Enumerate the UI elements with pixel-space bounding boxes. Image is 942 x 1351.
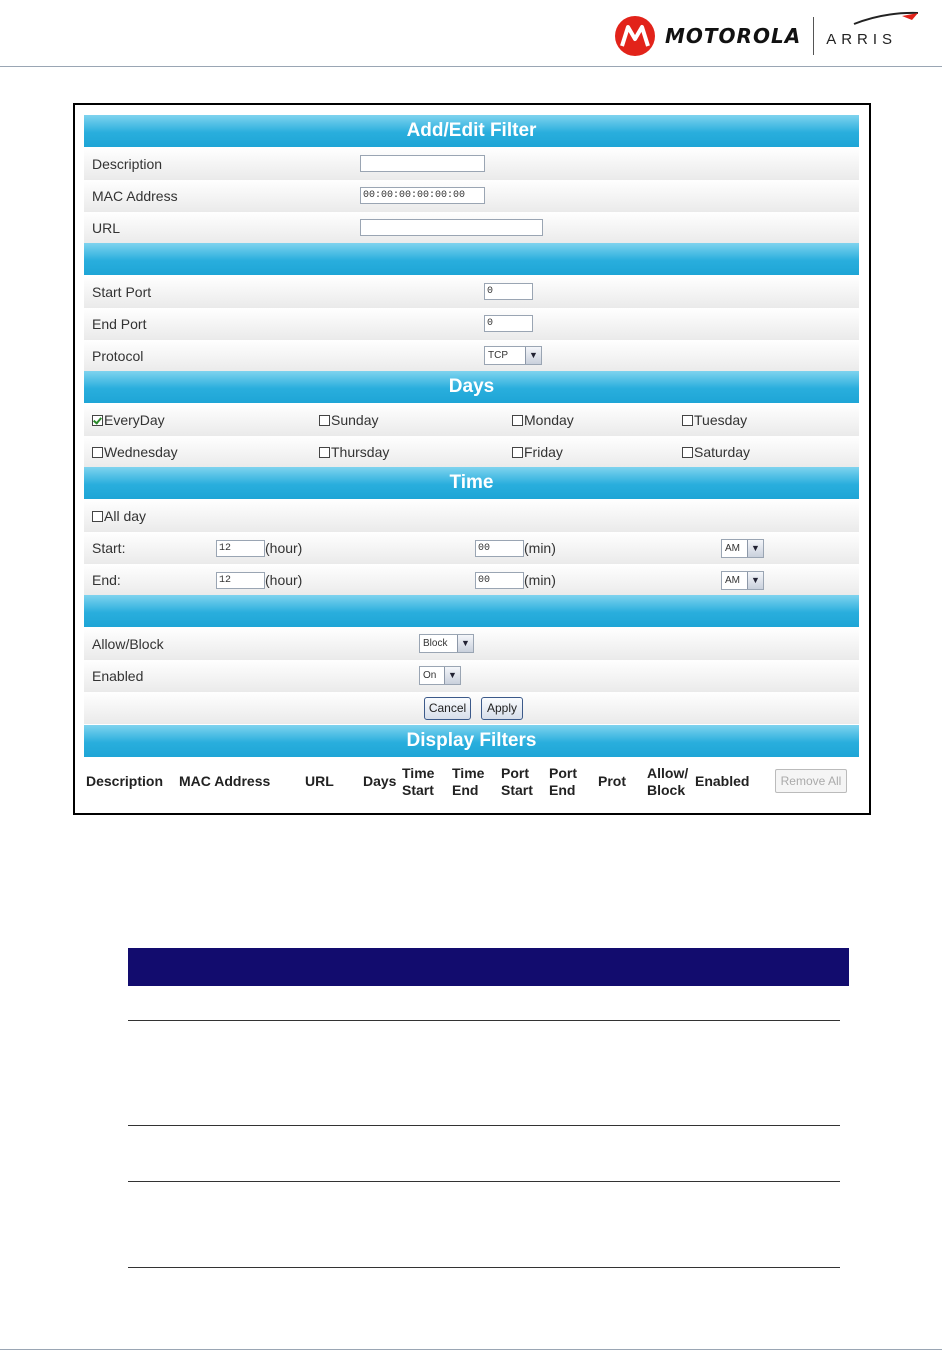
tuesday-label: Tuesday [694,412,748,428]
col-description: Description [86,773,164,789]
header-divider [0,66,942,67]
checkbox-checked-icon [92,415,103,426]
start-ampm-select[interactable] [721,539,764,558]
col-port-start [501,765,533,799]
col-time-end-line2: End [452,782,479,798]
saturday-checkbox[interactable] [682,444,750,460]
url-row [84,212,859,244]
cancel-button[interactable]: Cancel [424,697,471,720]
monday-label: Monday [524,412,574,428]
end-min-input[interactable]: 00 [475,572,524,589]
all-day-checkbox[interactable] [92,508,146,524]
table-row-divider [128,1020,840,1021]
saturday-label: Saturday [694,444,751,460]
enabled-label: Enabled [92,668,144,684]
col-port-start-line1: Port [501,765,529,781]
col-time-end [452,765,484,799]
allow-block-select[interactable] [419,634,474,653]
enabled-row [84,660,859,692]
end-ampm-value: AM [725,575,740,586]
chevron-down-icon: ▼ [747,572,763,589]
mac-address-input[interactable]: 00:00:00:00:00:00 [360,187,485,204]
days-title: Days [84,371,859,403]
motorola-batwing-icon [615,16,655,56]
protocol-value: TCP [488,350,508,361]
arris-swoosh-icon [850,10,922,26]
checkbox-icon [682,415,693,426]
col-port-end [549,765,577,799]
thursday-checkbox[interactable] [319,444,389,460]
form-buttons-row [84,692,859,724]
start-port-input[interactable]: 0 [484,283,533,300]
wednesday-checkbox[interactable] [92,444,178,460]
allow-block-label: Allow/Block [92,636,164,652]
partner-name: ARRIS [826,30,898,48]
all-day-row [84,500,859,532]
thursday-label: Thursday [331,444,390,460]
allow-block-value: Block [423,638,448,649]
end-ampm-select[interactable] [721,571,764,590]
everyday-label: EveryDay [104,412,165,428]
col-enabled: Enabled [695,773,750,789]
url-input[interactable] [360,219,543,236]
protocol-row [84,340,859,372]
table-row-divider [128,1181,840,1182]
sunday-label: Sunday [331,412,379,428]
start-port-label: Start Port [92,284,152,300]
brand-name: MOTOROLA [665,24,802,48]
col-port-end-line2: End [549,782,576,798]
col-time-start [402,765,434,799]
chevron-down-icon: ▼ [747,540,763,557]
end-port-label: End Port [92,316,147,332]
friday-checkbox[interactable] [512,444,563,460]
start-time-label: Start: [92,540,126,556]
days-row-1 [84,404,859,436]
description-input[interactable] [360,155,485,172]
col-mac-address: MAC Address [179,773,271,789]
col-port-start-line2: Start [501,782,533,798]
enabled-value: On [423,670,437,681]
remove-all-button[interactable]: Remove All [775,769,847,793]
protocol-label: Protocol [92,348,144,364]
port-section-bar [84,243,859,275]
apply-button[interactable]: Apply [481,697,523,720]
end-time-row [84,564,859,596]
action-section-bar [84,595,859,627]
monday-checkbox[interactable] [512,412,574,428]
table-row-divider [128,1125,840,1126]
checkbox-icon [682,447,693,458]
logo-divider [813,17,814,55]
footer-divider [0,1349,942,1350]
mac-address-label: MAC Address [92,188,178,204]
days-row-2 [84,436,859,468]
col-allow-block [647,765,688,799]
wednesday-label: Wednesday [104,444,178,460]
checkbox-icon [92,447,103,458]
chevron-down-icon: ▼ [525,347,541,364]
end-port-row [84,308,859,340]
col-prot: Prot [598,773,626,789]
checkbox-icon [92,511,103,522]
start-time-row [84,532,859,564]
protocol-select[interactable] [484,346,542,365]
sunday-checkbox[interactable] [319,412,378,428]
checkbox-icon [512,447,523,458]
start-hour-input[interactable]: 12 [216,540,265,557]
start-hour-unit: (hour) [265,540,303,556]
col-allow-block-line2: Block [647,782,686,798]
table-row-divider [128,1267,840,1268]
end-hour-unit: (hour) [265,572,303,588]
everyday-checkbox[interactable] [92,412,165,428]
col-time-end-line1: Time [452,765,485,781]
col-time-start-line1: Time [402,765,435,781]
start-min-input[interactable]: 00 [475,540,524,557]
start-port-row [84,276,859,308]
filter-screenshot-panel [73,103,871,815]
allow-block-row [84,628,859,660]
add-edit-filter-title: Add/Edit Filter [84,115,859,147]
chevron-down-icon: ▼ [444,667,460,684]
mac-address-row [84,180,859,212]
time-title: Time [84,467,859,499]
end-time-label: End: [92,572,121,588]
description-row [84,148,859,180]
checkbox-icon [512,415,523,426]
col-url: URL [305,773,334,789]
start-ampm-value: AM [725,543,740,554]
checkbox-icon [319,415,330,426]
friday-label: Friday [524,444,563,460]
display-filters-title: Display Filters [84,725,859,757]
col-days: Days [363,773,397,789]
checkbox-icon [319,447,330,458]
col-allow-block-line1: Allow/ [647,765,689,781]
tuesday-checkbox[interactable] [682,412,747,428]
col-port-end-line1: Port [549,765,577,781]
end-port-input[interactable]: 0 [484,315,533,332]
end-hour-input[interactable]: 12 [216,572,265,589]
table-header-bar [128,948,849,986]
all-day-label: All day [104,508,147,524]
chevron-down-icon: ▼ [457,635,473,652]
col-time-start-line2: Start [402,782,434,798]
description-label: Description [92,156,163,172]
enabled-select[interactable] [419,666,461,685]
end-min-unit: (min) [524,572,556,588]
url-label: URL [92,220,121,236]
start-min-unit: (min) [524,540,556,556]
